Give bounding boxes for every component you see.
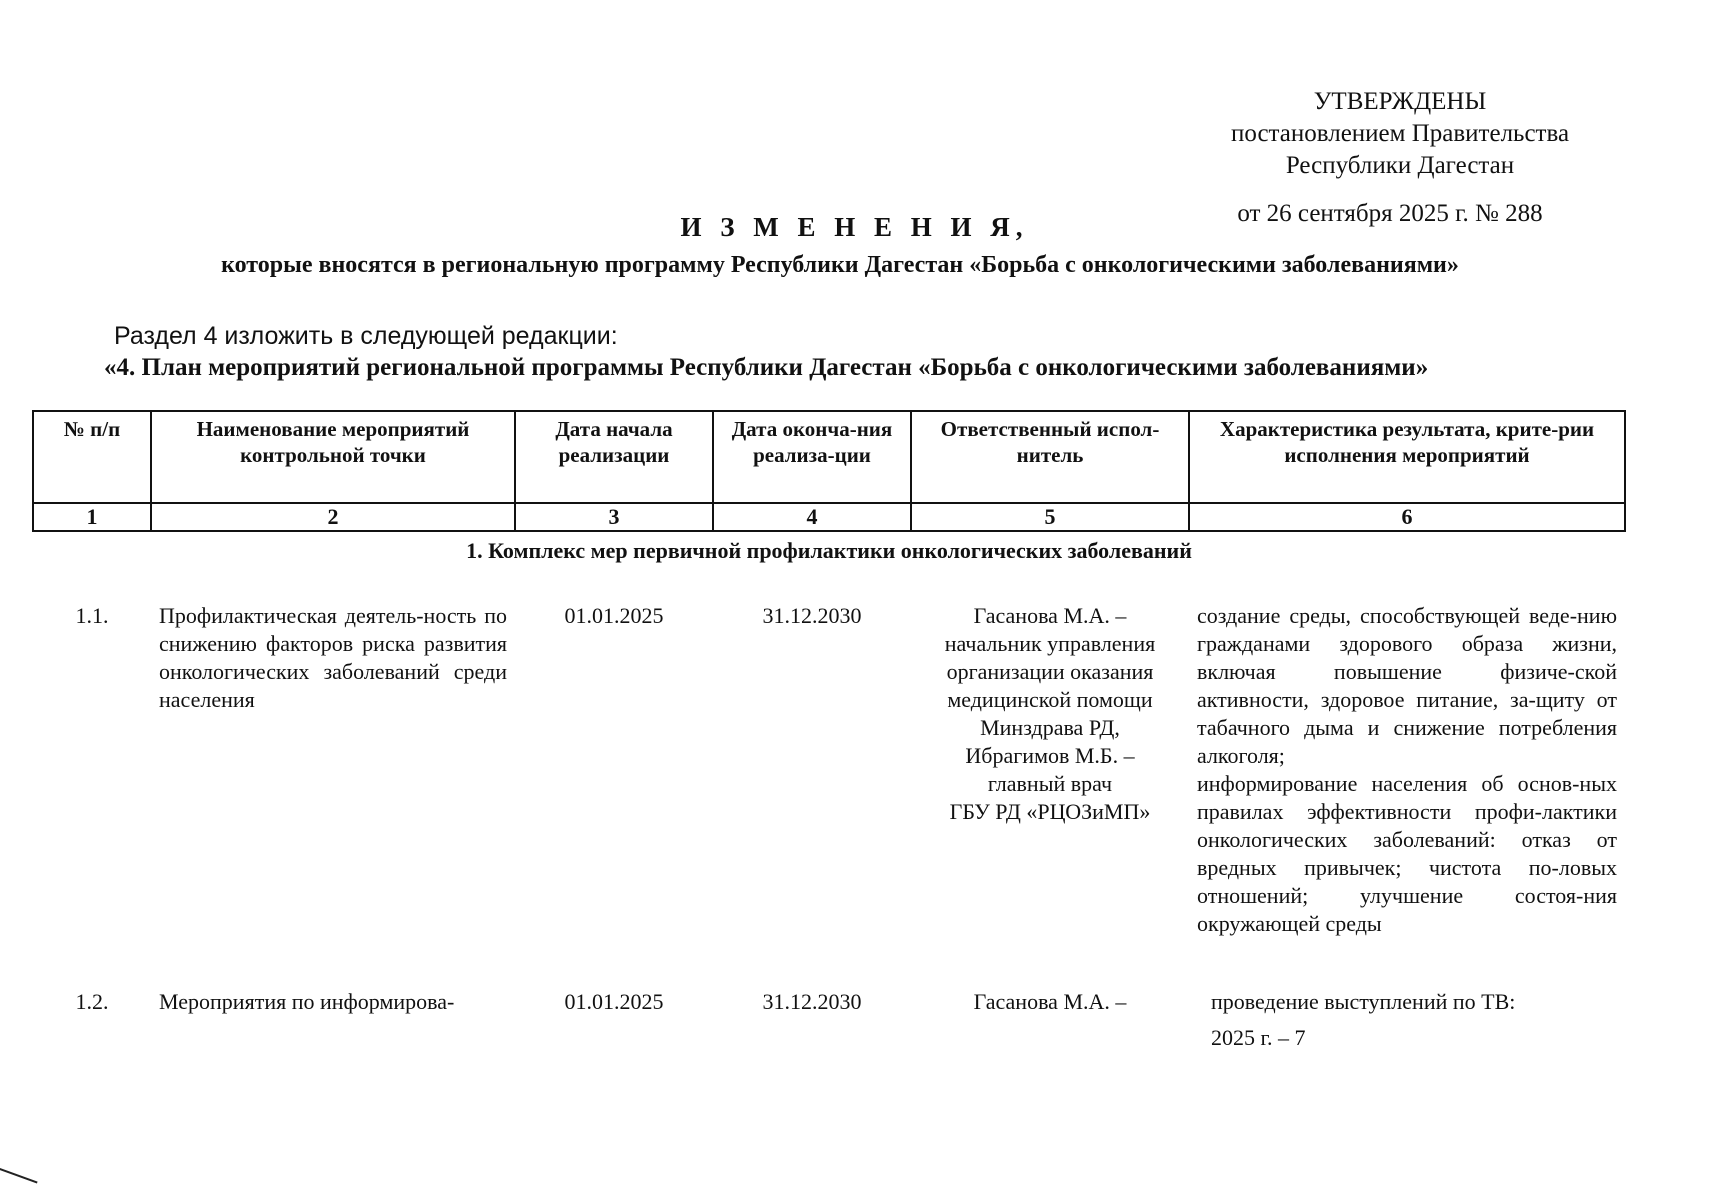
plan-table <box>32 410 1626 1052</box>
document-subtitle: которые вносятся в региональную программу Республики Дагестан «Борьба с онкологическими заболеваниями» <box>221 252 1459 278</box>
section-title: 1. Комплекс мер первичной профилактики онкологических заболеваний <box>466 538 1192 563</box>
responsible-line: Минздрава РД, <box>980 715 1120 740</box>
header-num: № п/п <box>33 411 151 503</box>
responsible-line: начальник управления <box>944 631 1156 656</box>
table-row <box>33 566 1625 982</box>
column-number: 5 <box>911 503 1189 531</box>
row-number: 1.2. <box>75 989 109 1014</box>
row-result <box>1189 982 1625 1052</box>
table-row <box>33 982 1625 1052</box>
table-header-row <box>33 411 1625 503</box>
approval-line-3: Республики Дагестан <box>1285 152 1515 179</box>
header-end: Дата оконча-ния реализа-ции <box>713 411 911 503</box>
responsible-line: медицинской помощи <box>947 687 1153 712</box>
row-name: Мероприятия по информирова- <box>159 989 455 1014</box>
responsible-line: ГБУ РД «РЦОЗиМП» <box>949 799 1151 824</box>
header-result: Характеристика результата, крите-рии исполнения мероприятий <box>1189 411 1625 503</box>
approval-title: УТВЕРЖДЕНЫ <box>1313 88 1487 115</box>
section-heading: «4. План мероприятий региональной программы Республики Дагестан «Борьба с онкологическими заболеваниями» <box>104 354 1429 381</box>
responsible-line: Ибрагимов М.Б. – <box>965 743 1135 768</box>
column-number: 4 <box>713 503 911 531</box>
row-number: 1.1. <box>75 603 109 628</box>
row-responsible <box>911 982 1189 1052</box>
header-name: Наименование мероприятий контрольной точки <box>151 411 515 503</box>
row-start-date: 01.01.2025 <box>564 603 664 628</box>
responsible-line: главный врач <box>987 771 1113 796</box>
result-line: 2025 г. – 7 <box>1211 1025 1306 1050</box>
column-number: 6 <box>1189 503 1625 531</box>
header-start: Дата начала реализации <box>515 411 713 503</box>
row-start-date: 01.01.2025 <box>564 989 664 1014</box>
column-number: 3 <box>515 503 713 531</box>
intro-text: Раздел 4 изложить в следующей редакции: <box>114 322 618 350</box>
row-result <box>1189 566 1625 982</box>
column-numbers-row <box>33 503 1625 531</box>
approval-line-2: постановлением Правительства <box>1230 120 1570 147</box>
approval-date: от 26 сентября 2025 г. № 288 <box>1237 200 1543 227</box>
result-paragraph: информирование населения об основ-ных правилах эффективности профи-лактики онкологических заболеваний: отказ от вредных привычек; чистота по-ловых отношений; улучшение состоя-ния окружающей среды <box>1197 771 1617 936</box>
result-line: проведение выступлений по ТВ: <box>1211 989 1516 1014</box>
responsible-line: Гасанова М.А. – <box>973 603 1127 628</box>
row-end-date: 31.12.2030 <box>762 603 862 628</box>
document-title: И З М Е Н Е Н И Я, <box>680 212 1029 242</box>
column-number: 1 <box>33 503 151 531</box>
responsible-line: Гасанова М.А. – <box>973 989 1127 1014</box>
approval-block <box>1200 86 1600 227</box>
row-name: Профилактическая деятель-ность по снижению факторов риска развития онкологических заболеваний среди населения <box>159 603 507 712</box>
row-responsible <box>911 566 1189 982</box>
responsible-line: организации оказания <box>946 659 1154 684</box>
row-end-date: 31.12.2030 <box>762 989 862 1014</box>
result-paragraph: создание среды, способствующей веде-нию гражданами здорового образа жизни, включая повышение физиче-ской активности, здоровое питание, за-щиту от табачного дыма и снижение потребления алкоголя; <box>1197 603 1617 768</box>
section-row <box>33 531 1625 566</box>
column-number: 2 <box>151 503 515 531</box>
scan-artifact <box>0 1168 38 1202</box>
header-responsible: Ответственный испол-нитель <box>911 411 1189 503</box>
